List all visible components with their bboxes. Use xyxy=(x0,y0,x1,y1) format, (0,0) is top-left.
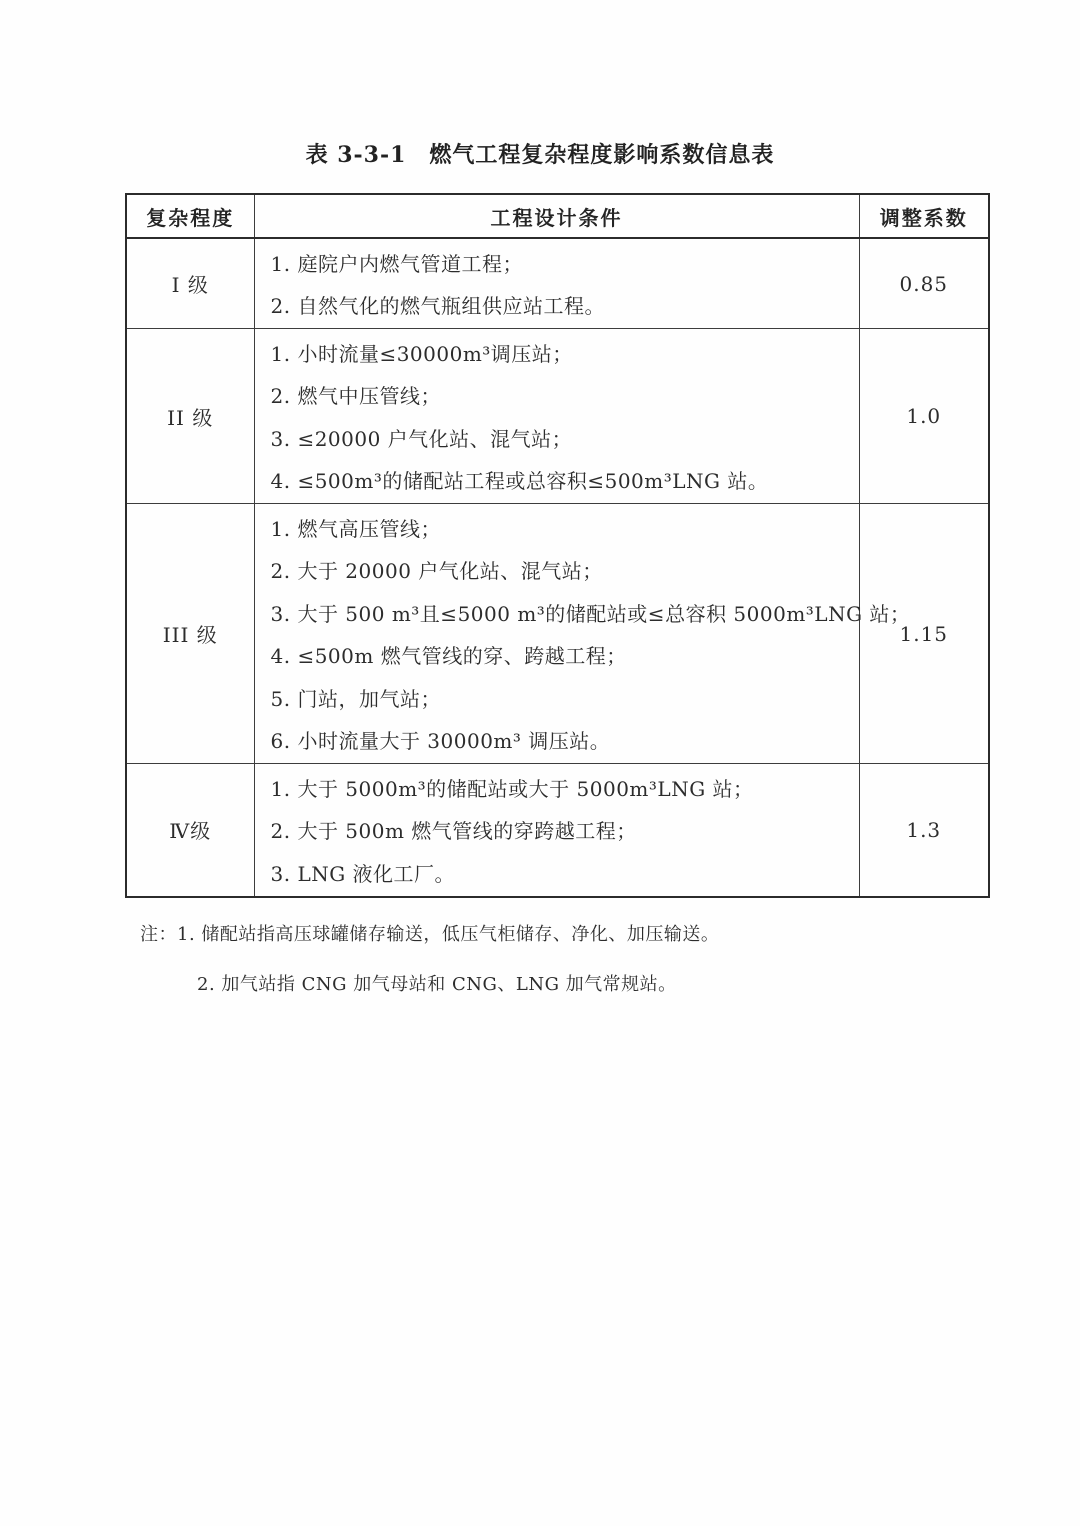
table-title: 表 3-3-1 燃气工程复杂程度影响系数信息表 xyxy=(305,142,775,168)
conditions-cell xyxy=(254,764,859,897)
header-cell-complexity: 复杂程度 xyxy=(126,194,254,238)
coefficient-cell: 1.0 xyxy=(859,329,989,504)
table-notes xyxy=(0,920,1080,996)
table-header xyxy=(126,194,989,238)
level-cell: II 级 xyxy=(126,329,254,504)
condition-item: 2. 大于 500m 燃气管线的穿跨越工程； xyxy=(270,819,637,844)
table-note: 注：1. 储配站指高压球罐储存输送，低压气柜储存、净化、加压输送。 xyxy=(140,923,720,945)
table-row xyxy=(126,238,989,329)
conditions-cell xyxy=(254,329,859,504)
condition-item: 6. 小时流量大于 30000m³ 调压站。 xyxy=(270,729,611,754)
coefficient-cell: 0.85 xyxy=(859,238,989,329)
condition-item: 3. 大于 500 m³且≤5000 m³的储配站或≤总容积 5000m³LNG 站； xyxy=(270,601,911,626)
coefficient-cell: 1.15 xyxy=(859,504,989,764)
table-row xyxy=(126,764,989,897)
condition-item: 1. 庭院户内燃气管道工程； xyxy=(270,251,523,276)
condition-item: 1. 大于 5000m³的储配站或大于 5000m³LNG 站； xyxy=(270,776,754,801)
condition-item: 2. 燃气中压管线； xyxy=(270,384,441,409)
conditions-cell xyxy=(254,238,859,329)
complexity-table xyxy=(125,193,990,898)
table-row xyxy=(126,329,989,504)
condition-item: 4. ≤500m³的储配站工程或总容积≤500m³LNG 站。 xyxy=(270,469,769,494)
condition-item: 2. 自然气化的燃气瓶组供应站工程。 xyxy=(270,294,605,319)
condition-item: 1. 燃气高压管线； xyxy=(270,516,441,541)
table-note: 2. 加气站指 CNG 加气母站和 CNG、LNG 加气常规站。 xyxy=(197,973,677,995)
level-cell: I 级 xyxy=(126,238,254,329)
level-cell: Ⅳ级 xyxy=(126,764,254,897)
condition-item: 1. 小时流量≤30000m³调压站； xyxy=(270,341,573,366)
conditions-cell xyxy=(254,504,911,764)
table-row xyxy=(126,504,989,764)
condition-item: 2. 大于 20000 户气化站、混气站； xyxy=(270,559,603,584)
header-cell-coefficient: 调整系数 xyxy=(859,194,989,238)
coefficient-cell: 1.3 xyxy=(859,764,989,897)
condition-item: 5. 门站，加气站； xyxy=(270,686,441,711)
condition-item: 4. ≤500m 燃气管线的穿、跨越工程； xyxy=(270,644,627,669)
header-cell-conditions: 工程设计条件 xyxy=(254,194,859,238)
condition-item: 3. ≤20000 户气化站、混气站； xyxy=(270,426,573,451)
level-cell: III 级 xyxy=(126,504,254,764)
table-body xyxy=(126,238,989,897)
header-row xyxy=(126,194,989,238)
condition-item: 3. LNG 液化工厂。 xyxy=(270,861,456,886)
